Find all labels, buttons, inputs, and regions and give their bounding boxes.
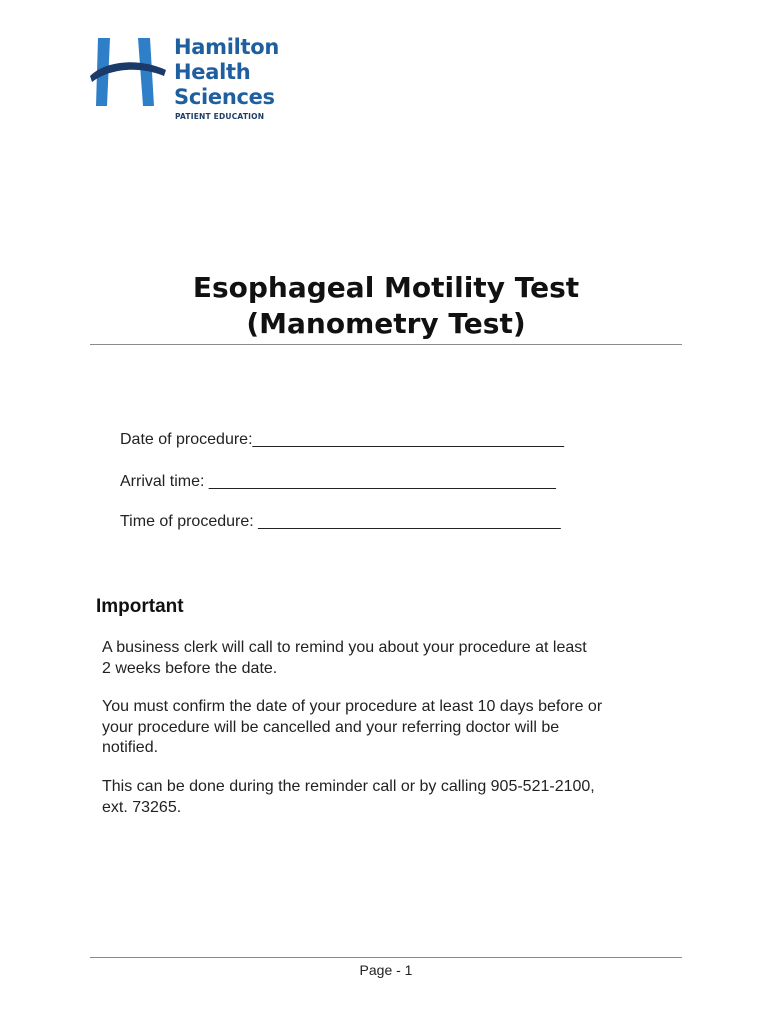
arrival-time-field: Arrival time: _______________________________________ — [120, 473, 556, 490]
contact-paragraph — [102, 777, 682, 818]
organization-logo — [88, 34, 288, 124]
logo-text-hamilton: Hamilton — [174, 35, 280, 59]
paragraph-line: You must confirm the date of your procedure at least 10 days before or — [102, 698, 603, 715]
paragraph-line: A business clerk will call to remind you about your procedure at least — [102, 639, 587, 656]
paragraph-line: your procedure will be cancelled and your referring doctor will be — [102, 718, 560, 736]
important-heading: Important — [96, 596, 184, 617]
paragraph-line: ext. 73265. — [102, 798, 182, 816]
paragraph-line: This can be done during the reminder call or by calling 905-521-2100, — [102, 778, 595, 795]
footer-divider — [90, 957, 682, 958]
page-number: Page - 1 — [359, 962, 413, 978]
reminder-call-paragraph — [102, 638, 682, 679]
paragraph-line: notified. — [102, 739, 159, 756]
logo-text-health: Health — [174, 60, 251, 84]
date-of-procedure-field: Date of procedure:___________________________________ — [120, 431, 564, 448]
confirm-date-paragraph — [102, 697, 682, 759]
paragraph-line: 2 weeks before the date. — [102, 659, 278, 677]
document-title-line1: Esophageal Motility Test — [192, 271, 580, 304]
logo-text-sciences: Sciences — [174, 85, 275, 109]
title-divider — [90, 344, 682, 345]
logo-subtitle: PATIENT EDUCATION — [175, 112, 265, 121]
document-title-line2: (Manometry Test) — [246, 307, 526, 340]
time-of-procedure-field: Time of procedure: __________________________________ — [120, 513, 561, 530]
hamilton-health-sciences-logo-icon — [88, 34, 168, 110]
document-title — [90, 270, 682, 342]
